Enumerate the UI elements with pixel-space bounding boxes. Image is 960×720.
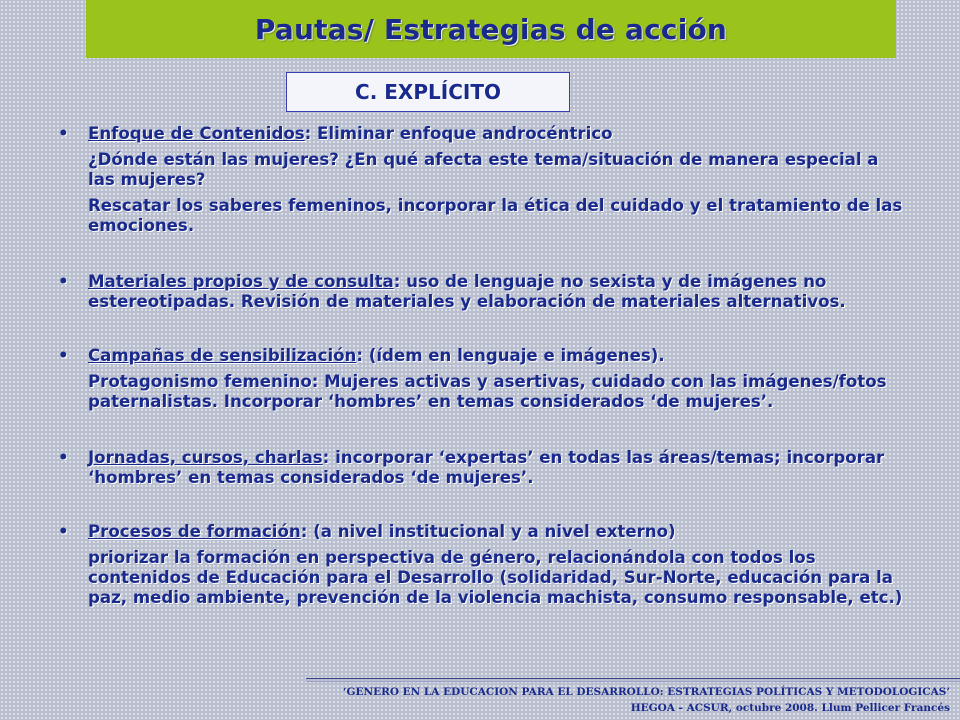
footer-citation: ‘GENERO EN LA EDUCACION PARA EL DESARROLLO: ESTRATEGIAS POLÍTICAS Y METODOLOGICAS’: [342, 686, 950, 698]
item-lead: : uso de lenguaje no sexista y de imágenes no estereotipadas. Revisión de materiales y elaboración de materiales alternativos.: [88, 272, 846, 311]
title-bar: [86, 0, 896, 58]
item-lead: : Eliminar enfoque androcéntrico: [304, 124, 613, 143]
item-heading: [88, 124, 910, 144]
item-heading: [88, 272, 910, 312]
content-list: [58, 124, 910, 614]
item-label: Procesos de formación: [88, 522, 301, 541]
list-item-campanas: [58, 346, 910, 412]
bullet-icon: •: [58, 522, 69, 541]
item-lead: : (ídem en lenguaje e imágenes).: [356, 346, 665, 365]
item-paragraph: Protagonismo femenino: Mujeres activas y asertivas, cuidado con las imágenes/fotos paternalistas. Incorporar ‘hombres’ en temas considerados ‘de mujeres’.: [88, 372, 887, 411]
item-label: Materiales propios y de consulta: [88, 272, 394, 291]
bullet-icon: •: [58, 448, 69, 467]
item-heading: [88, 448, 910, 488]
item-paragraph: ¿Dónde están las mujeres? ¿En qué afecta este tema/situación de manera especial a las mujeres?: [88, 150, 879, 189]
subtitle-box: [286, 72, 570, 112]
page-title: Pautas/ Estrategias de acción: [254, 12, 728, 46]
bullet-icon: •: [58, 346, 69, 365]
section-subtitle: C. EXPLÍCITO: [355, 80, 501, 104]
list-item-jornadas: [58, 448, 910, 488]
list-item-materiales: [58, 272, 910, 312]
list-item-procesos: [58, 522, 910, 608]
footer-author: HEGOA - ACSUR, octubre 2008. Llum Pellicer Francés: [630, 702, 950, 714]
item-label: Enfoque de Contenidos: [88, 124, 305, 143]
footer-divider-secondary: [306, 681, 960, 682]
item-paragraph: priorizar la formación en perspectiva de género, relacionándola con todos los contenidos de Educación para el Desarrollo (solidaridad, Sur-Norte, educación para la paz, medio ambiente, prevención de la violencia machista, consumo responsable, etc.): [88, 548, 903, 607]
item-lead: : (a nivel institucional y a nivel externo): [300, 522, 676, 541]
item-paragraph: Rescatar los saberes femeninos, incorporar la ética del cuidado y el tratamiento de las emociones.: [88, 196, 903, 235]
bullet-icon: •: [58, 272, 69, 291]
footer-credits: [343, 684, 950, 716]
item-heading: [88, 346, 910, 366]
list-item-enfoque: [58, 124, 910, 236]
item-label: Jornadas, cursos, charlas: [88, 448, 323, 467]
item-heading: [88, 522, 910, 542]
bullet-icon: •: [58, 124, 69, 143]
item-lead: : incorporar ‘expertas’ en todas las áreas/temas; incorporar ‘hombres’ en temas considerados ‘de mujeres’.: [88, 448, 885, 487]
item-label: Campañas de sensibilización: [88, 346, 357, 365]
footer-divider: [306, 678, 960, 679]
